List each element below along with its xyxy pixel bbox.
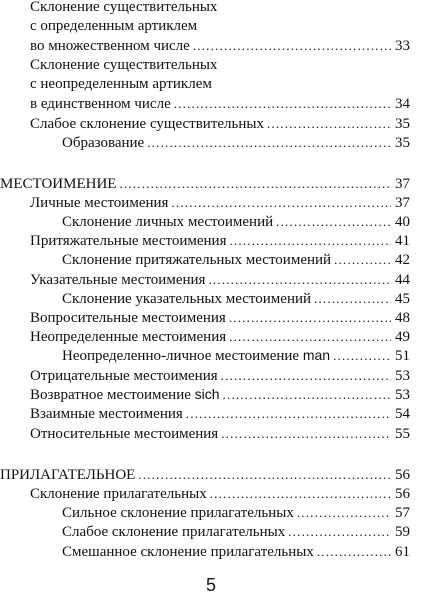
toc-entry-text: Склонение существительных [30, 0, 218, 15]
dot-leader [333, 346, 391, 365]
toc-page-number: 35 [395, 116, 410, 132]
toc-entry-title: Относительные местоимения [30, 426, 219, 442]
toc-entry-title: Сильное склонение прилагательных [62, 505, 294, 521]
toc-entry-title-text: Возвратное местоимение [30, 387, 191, 403]
toc-entry-text: с неопределенным артиклем [30, 76, 212, 92]
toc-entry-title: Вопросительные местоимения [30, 310, 226, 326]
toc-entry-title: Склонение указательных местоимений [62, 291, 312, 307]
dot-leader [221, 366, 391, 385]
toc-entry[interactable] [62, 522, 410, 541]
toc-page-number: 45 [395, 291, 410, 307]
toc-entry[interactable] [30, 94, 410, 113]
dot-leader [267, 114, 391, 133]
dot-leader [223, 385, 391, 404]
dot-leader [229, 231, 391, 250]
dot-leader [186, 404, 391, 423]
toc-entry-title: Указательные местоимения [30, 272, 206, 288]
page-number: 5 [205, 575, 216, 595]
toc-page-number: 40 [395, 214, 410, 230]
toc-entry[interactable] [30, 193, 410, 212]
toc-entry[interactable] [30, 327, 410, 346]
toc-entry-title-text: Неопределенно-личное местоимение [62, 348, 300, 364]
dot-leader [208, 270, 391, 289]
toc-entry[interactable] [30, 308, 410, 327]
toc-entry[interactable] [62, 133, 410, 152]
toc-entry-title: Склонение личных местоимений [62, 214, 274, 230]
toc-page-number: 53 [395, 387, 410, 403]
toc-page-number: 35 [395, 135, 410, 151]
dot-leader [229, 327, 391, 346]
toc-page-number: 44 [395, 272, 410, 288]
toc-page-number: 48 [395, 310, 410, 326]
toc-entry[interactable] [30, 484, 410, 503]
toc-entry[interactable] [30, 114, 410, 133]
toc-entry[interactable] [30, 385, 410, 404]
toc-entry[interactable] [62, 212, 410, 231]
toc-entry-title: Неопределенные местоимения [30, 329, 227, 345]
german-word: man [302, 347, 331, 363]
toc-section-title: ПРИЛАГАТЕЛЬНОЕ [0, 467, 136, 483]
toc-entry-title: Отрицательные местоимения [30, 368, 218, 384]
dot-leader [119, 174, 391, 193]
toc-page-number: 33 [395, 38, 410, 54]
toc-page-number: 37 [395, 176, 410, 192]
toc-page-number: 37 [395, 195, 410, 211]
toc-entry-text: Склонение существительных [30, 57, 218, 73]
toc-entry-title: Склонение притяжательных местоимений [62, 252, 332, 268]
toc-entry-title: Склонение прилагательных [30, 486, 207, 502]
german-word: sich [194, 386, 220, 402]
toc-entry-title: Личные местоимения [30, 195, 169, 211]
dot-leader [174, 94, 391, 113]
toc-page-number: 42 [395, 252, 410, 268]
toc-entry-title [62, 346, 330, 366]
toc-entry[interactable] [30, 36, 410, 55]
toc-page-number: 57 [395, 505, 410, 521]
dot-leader [147, 133, 391, 152]
toc-section-title: МЕСТОИМЕНИЕ [0, 176, 117, 192]
toc-page-number: 55 [395, 426, 410, 442]
toc-entry[interactable] [62, 289, 410, 308]
dot-leader [297, 503, 391, 522]
toc-page-number: 51 [395, 348, 410, 364]
toc-entry[interactable] [62, 503, 410, 522]
toc-entry-title: Взаимные местоимения [30, 406, 183, 422]
dot-leader [276, 212, 391, 231]
dot-leader [229, 308, 391, 327]
dot-leader [193, 36, 391, 55]
toc-page-number: 34 [395, 96, 410, 112]
toc-page-number: 54 [395, 406, 410, 422]
toc-entry-title: Смешанное склонение прилагательных [62, 544, 314, 560]
dot-leader [210, 484, 391, 503]
toc-entry[interactable] [30, 231, 410, 250]
toc-entry-title [30, 385, 220, 405]
dot-leader [334, 250, 391, 269]
toc-entry[interactable] [30, 270, 410, 289]
toc-section-pronoun[interactable] [0, 174, 410, 193]
dot-leader [221, 424, 391, 443]
toc-entry[interactable] [30, 404, 410, 423]
toc-entry-title: в единственном числе [30, 96, 171, 112]
toc-entry-title: Слабое склонение прилагательных [62, 524, 286, 540]
toc-entry-title: Слабое склонение существительных [30, 116, 264, 132]
toc-entry[interactable] [30, 424, 410, 443]
toc-section-adjective[interactable] [0, 465, 410, 484]
toc-entry[interactable] [30, 366, 410, 385]
dot-leader [171, 193, 391, 212]
toc-entry[interactable] [62, 542, 410, 561]
toc-page-number: 49 [395, 329, 410, 345]
dot-leader [138, 465, 391, 484]
toc-page-number: 53 [395, 368, 410, 384]
toc-page-number: 56 [395, 467, 410, 483]
toc-page-number: 41 [395, 233, 410, 249]
dot-leader [317, 542, 391, 561]
toc-entry-title: Притяжательные местоимения [30, 233, 227, 249]
toc-page-number: 59 [395, 524, 410, 540]
toc-entry[interactable] [62, 346, 410, 365]
toc-entry[interactable] [62, 250, 410, 269]
toc-page-number: 61 [395, 544, 410, 560]
toc-entry-title: во множественном числе [30, 38, 190, 54]
toc-entry-title: Образование [62, 135, 145, 151]
toc-entry-text: с определенным артиклем [30, 18, 198, 34]
toc-page-number: 56 [395, 486, 410, 502]
dot-leader [314, 289, 391, 308]
dot-leader [288, 522, 391, 541]
